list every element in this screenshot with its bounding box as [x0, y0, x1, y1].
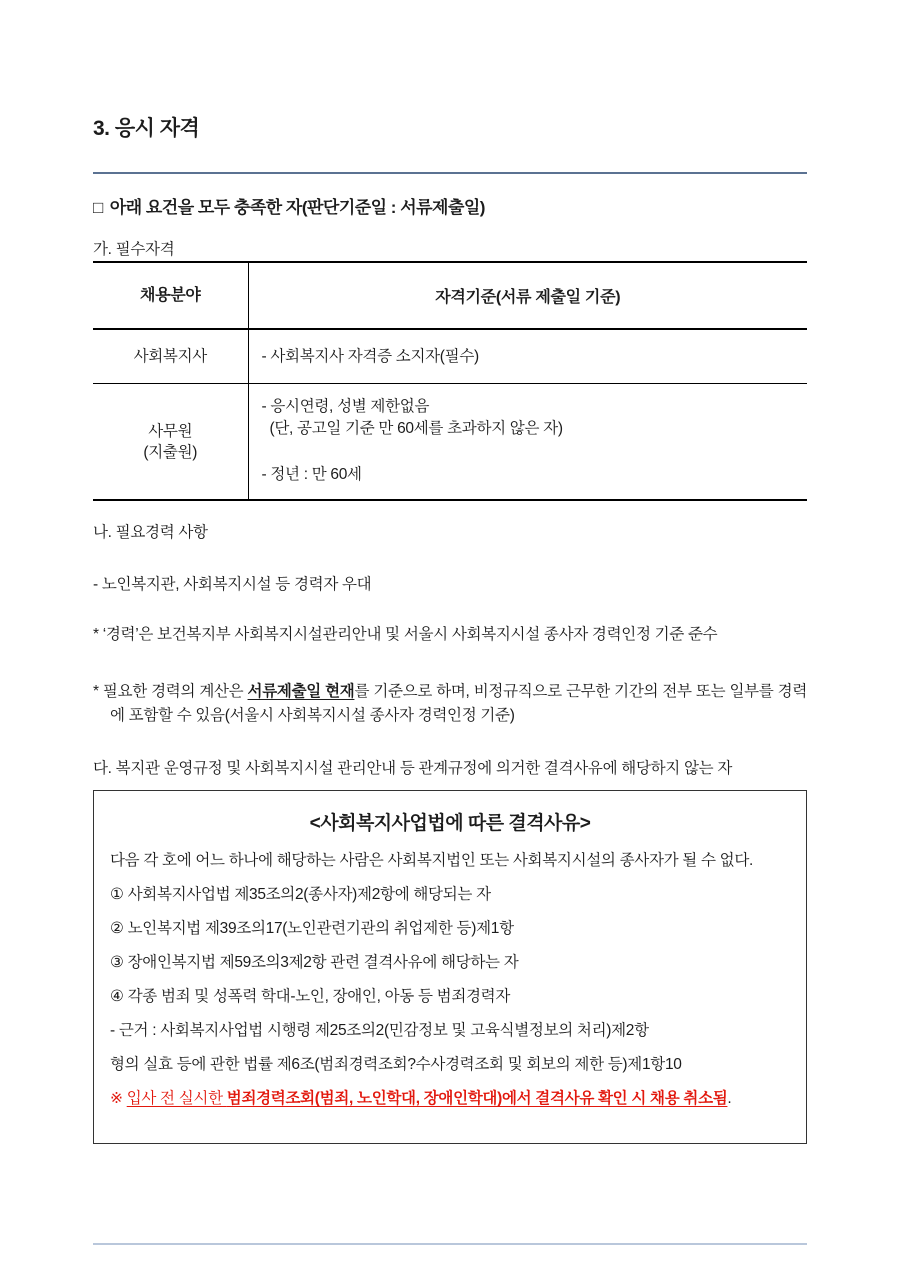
criteria-line: - 사회복지사 자격증 소지자(필수)	[261, 348, 479, 365]
disqualification-box-title: <사회복지사업법에 따른 결격사유>	[309, 813, 591, 834]
field-cell	[93, 384, 248, 501]
checkbox-square-icon: □	[93, 198, 103, 217]
field-line: 사무원	[148, 422, 193, 440]
field-cell	[93, 329, 248, 384]
section-c-item: 다. 복지관 운영규정 및 사회복지시설 관리안내 등 관계규정에 의거한 결격사유에 해당하지 않는 자	[93, 760, 733, 777]
section-divider-rule	[93, 172, 807, 174]
disqualification-item: ② 노인복지법 제39조의17(노인관련기관의 취업제한 등)제1항	[110, 920, 514, 937]
section-b-label: 나. 필요경력 사항	[93, 524, 208, 541]
warning-bold-text: 범죄경력조회(범죄, 노인학대, 장애인학대)에서 결격사유 확인 시 채용 취소됨	[226, 1090, 728, 1107]
criteria-cell	[248, 329, 807, 384]
table-row	[93, 329, 807, 384]
field-line: 사회복지사	[133, 348, 207, 365]
column-header-field: 채용분야	[93, 262, 248, 329]
disqualification-item: ③ 장애인복지법 제59조의3제2항 관련 결격사유에 해당하는 자	[110, 954, 519, 971]
table-header-row	[93, 262, 807, 329]
criteria-line: (단, 공고일 기준 만 60세를 초과하지 않은 자)	[269, 420, 563, 437]
section-a-label: 가. 필수자격	[93, 241, 175, 258]
career-note-1: * ‘경력’은 보건복지부 사회복지시설관리안내 및 서울시 사회복지시설 종사자 경력인정 기준 준수	[93, 626, 718, 643]
page-bottom-rule	[93, 1243, 807, 1245]
column-header-criteria: 자격기준(서류 제출일 기준)	[248, 262, 807, 329]
warning-line	[110, 1088, 790, 1110]
disqualification-item: - 근거 : 사회복지사업법 시행령 제25조의2(민감정보 및 고육식별정보의 처리)제2항	[110, 1022, 649, 1039]
table-row	[93, 384, 807, 501]
field-line: (지출원)	[143, 443, 198, 461]
criteria-cell	[248, 384, 807, 501]
warning-lead: 입사 전 실시한	[126, 1090, 227, 1107]
disqualification-item: 형의 실효 등에 관한 법률 제6조(범죄경력조회?수사경력조회 및 회보의 제한 등)제1항10	[110, 1056, 682, 1073]
disqualification-item: ① 사회복지사업법 제35조의2(종사자)제2항에 해당되는 자	[110, 886, 491, 903]
reference-mark-icon: ※	[110, 1090, 127, 1107]
career-preference-item: - 노인복지관, 사회복지시설 등 경력자 우대	[93, 576, 372, 593]
disqualification-intro: 다음 각 호에 어느 하나에 해당하는 사람은 사회복지법인 또는 사회복지시설의 종사자가 될 수 없다.	[110, 852, 754, 869]
disqualification-item: ④ 각종 범죄 및 성폭력 학대-노인, 장애인, 아동 등 범죄경력자	[110, 988, 511, 1005]
page-title: 3. 응시 자격	[93, 117, 200, 140]
requirements-heading	[93, 193, 807, 218]
qualification-table	[93, 261, 807, 501]
career-note-2	[93, 680, 807, 728]
note2-emphasis: 서류제출일 현재	[247, 683, 355, 700]
criteria-line: - 정년 : 만 60세	[261, 466, 362, 483]
warning-period: .	[727, 1090, 732, 1107]
criteria-line: - 응시연령, 성별 제한없음	[261, 398, 430, 415]
note2-text-post: 를 기준으로 하며, 비정규직으로 근무한 기간의 전부 또는 일부를 경력에 포함할 수 있음(서울시 사회복지시설 종사자 경력인정 기준)	[110, 683, 807, 724]
requirements-heading-text: 아래 요건을 모두 충족한 자(판단기준일 : 서류제출일)	[109, 198, 485, 217]
disqualification-box	[93, 790, 807, 1144]
note2-text-pre: * 필요한 경력의 계산은	[93, 683, 248, 700]
